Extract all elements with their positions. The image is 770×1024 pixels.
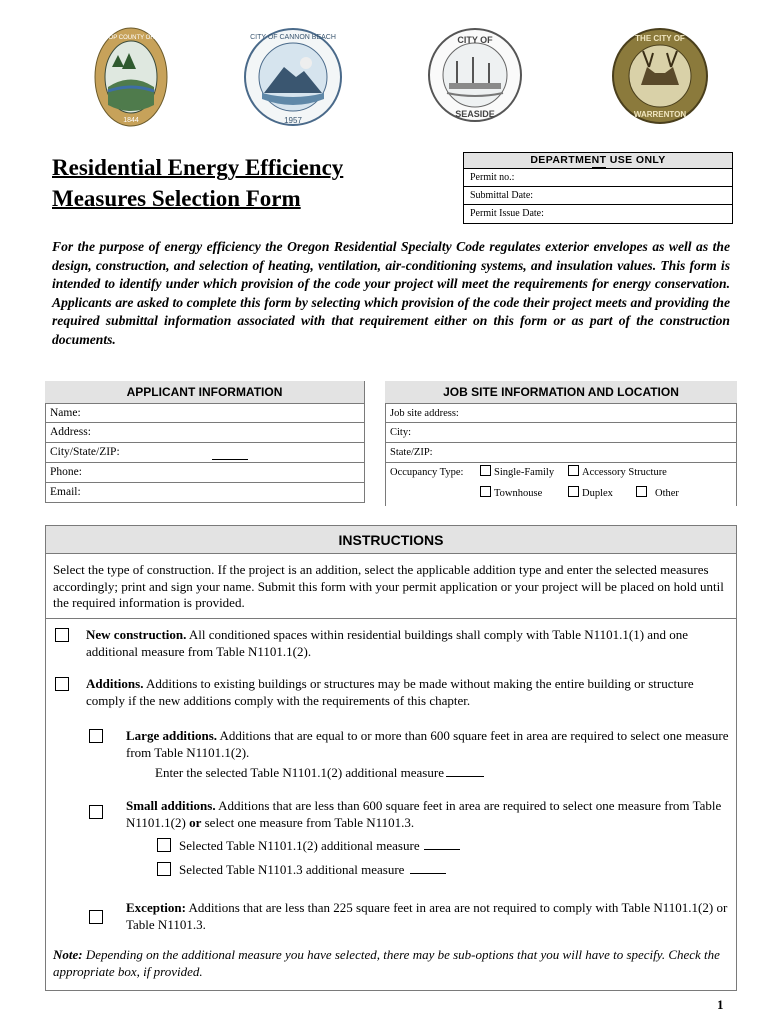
large-additions-measure-blank[interactable] [446, 765, 484, 777]
seaside-logo [427, 27, 523, 124]
small-additions-description-a: Additions that are less than 600 square feet in area are required to select one measure from Table N1101.1(2) [126, 798, 722, 830]
cannon-beach-logo-text: CITY OF CANNON BEACH [250, 34, 336, 41]
job-site-information-table [385, 381, 737, 506]
single-family-checkbox[interactable] [480, 465, 491, 476]
job-site-information-heading: JOB SITE INFORMATION AND LOCATION [385, 381, 737, 403]
permit-number-field[interactable]: Permit no.: [464, 169, 732, 187]
seaside-logo-bottom-text: SEASIDE [455, 109, 495, 119]
occupancy-type-label: Occupancy Type: [390, 467, 464, 478]
instructions-text: Select the type of construction. If the project is an addition, select the applicable addition type and enter the selected measures accordingly; print and sign your name. Submit this form with your permit application or your project will be placed on hold until the required information is provided. [53, 562, 724, 611]
clatsop-logo-year: 1844 [123, 117, 139, 124]
occupancy-single-family-option[interactable] [480, 463, 554, 482]
new-construction-text [86, 627, 734, 660]
cannon-beach-logo [244, 27, 342, 128]
clatsop-logo-top-text: CLATSOP COUNTY OREGON [89, 35, 173, 41]
additions-description: Additions to existing buildings or structures may be made without making the entire building or structure comply if the new additions comply with the requirements of this chapter. [86, 676, 694, 708]
small-additions-option1 [179, 838, 460, 855]
other-checkbox[interactable] [636, 486, 647, 497]
submittal-date-label: Submittal Date: [470, 190, 534, 201]
job-site-city-field[interactable]: City: [385, 423, 737, 443]
warrenton-logo-top-text: THE CITY OF [635, 34, 685, 43]
applicant-email-field[interactable]: Email: [45, 483, 364, 503]
additions-checkbox[interactable] [55, 677, 69, 691]
occupancy-accessory-structure-option[interactable] [568, 463, 667, 482]
exception-description: Additions that are less than 225 square feet in area are not required to comply with Table N1101.1(2) or Table N1101.3. [126, 900, 728, 932]
applicant-information-table [45, 381, 365, 503]
accessory-structure-label: Accessory Structure [582, 467, 667, 478]
new-construction-checkbox[interactable] [55, 628, 69, 642]
applicant-city-state-zip-label: City/State/ZIP: [50, 446, 120, 458]
additions-text [86, 676, 726, 709]
clatsop-county-logo [89, 27, 173, 127]
applicant-address-field[interactable]: Address: [45, 423, 364, 443]
applicant-phone-field[interactable]: Phone: [45, 463, 364, 483]
small-additions-option1-label: Selected Table N1101.1(2) additional measure [179, 838, 420, 853]
occupancy-duplex-option[interactable] [568, 484, 613, 503]
small-additions-text [126, 798, 730, 831]
instructions-heading: INSTRUCTIONS [46, 526, 736, 554]
exception-title: Exception: [126, 900, 186, 915]
seaside-logo-top-text: CITY OF [457, 35, 493, 45]
new-construction-title: New construction. [86, 627, 187, 642]
page-number: 1 [717, 997, 724, 1012]
exception-text [126, 900, 730, 933]
applicant-name-field[interactable]: Name: [45, 403, 364, 423]
small-additions-option2-checkbox[interactable] [157, 862, 171, 876]
small-additions-description-b: select one measure from Table N1101.3. [201, 814, 415, 830]
intro-paragraph: For the purpose of energy efficiency the Oregon Residential Specialty Code regulates exterior envelopes as well as the design, construction, and selection of heating, ventilation, air-conditioning systems, and insulation values. This form is intended to identify under which provision of the code your project will meet the requirements for energy conservation. Applicants are asked to complete this form by selecting which provision of the code their project meets and providing the required submittal information associated with that requirement either on this form or as part of the construction documents. [52, 239, 730, 347]
applicant-city-state-zip-field[interactable] [45, 443, 364, 463]
small-additions-option2 [179, 862, 446, 879]
instructions-section [45, 525, 737, 991]
occupancy-townhouse-option[interactable] [480, 484, 542, 503]
note-text [53, 947, 729, 980]
occupancy-other-option[interactable] [636, 484, 679, 503]
large-additions-measure-entry [155, 765, 484, 782]
duplex-checkbox[interactable] [568, 486, 579, 497]
large-additions-title: Large additions. [126, 728, 218, 743]
small-additions-title: Small additions. [126, 798, 216, 813]
large-additions-checkbox[interactable] [89, 729, 103, 743]
title-line-2: Measures Selection Form [52, 186, 301, 211]
note-title: Note: [53, 947, 83, 962]
cannon-beach-logo-year: 1957 [284, 116, 302, 125]
small-additions-option2-label: Selected Table N1101.3 additional measure [179, 862, 405, 877]
large-additions-measure-label: Enter the selected Table N1101.1(2) additional measure [155, 765, 444, 780]
townhouse-label: Townhouse [494, 488, 543, 499]
page-title [52, 152, 343, 214]
single-family-label: Single-Family [494, 467, 555, 478]
occupancy-type-row [385, 463, 737, 506]
additions-title: Additions. [86, 676, 144, 691]
note-description: Depending on the additional measure you have selected, there may be sub-options that you will have to specify. Check the appropriate box, if provided. [53, 947, 720, 979]
other-label: Other [655, 488, 679, 499]
townhouse-checkbox[interactable] [480, 486, 491, 497]
department-use-heading: DEPARTMENT USE ONLY [464, 153, 732, 169]
submittal-date-field[interactable] [464, 187, 732, 205]
warrenton-logo [611, 27, 709, 125]
small-additions-option1-blank[interactable] [424, 838, 460, 850]
department-use-box [463, 152, 733, 224]
instructions-divider [46, 618, 736, 619]
small-additions-checkbox[interactable] [89, 805, 103, 819]
small-additions-option1-checkbox[interactable] [157, 838, 171, 852]
accessory-structure-checkbox[interactable] [568, 465, 579, 476]
warrenton-logo-bottom-text: WARRENTON [633, 110, 687, 119]
small-additions-or: or [189, 814, 202, 830]
large-additions-description: Additions that are equal to or more than 600 square feet in area are required to select one measure from Table N1101.1(2). [126, 728, 729, 760]
small-additions-option2-blank[interactable] [410, 862, 446, 874]
new-construction-description: All conditioned spaces within residential buildings shall comply with Table N1101.1(1) and one additional measure from Table N1101.1(2). [86, 627, 689, 659]
applicant-information-heading: APPLICANT INFORMATION [45, 381, 364, 403]
job-site-state-zip-field[interactable]: State/ZIP: [385, 443, 737, 463]
duplex-label: Duplex [582, 488, 613, 499]
large-additions-text [126, 728, 730, 761]
exception-checkbox[interactable] [89, 910, 103, 924]
job-site-address-field[interactable]: Job site address: [385, 403, 737, 423]
permit-issue-date-field[interactable]: Permit Issue Date: [470, 208, 544, 219]
title-line-1: Residential Energy Efficiency [52, 155, 344, 180]
